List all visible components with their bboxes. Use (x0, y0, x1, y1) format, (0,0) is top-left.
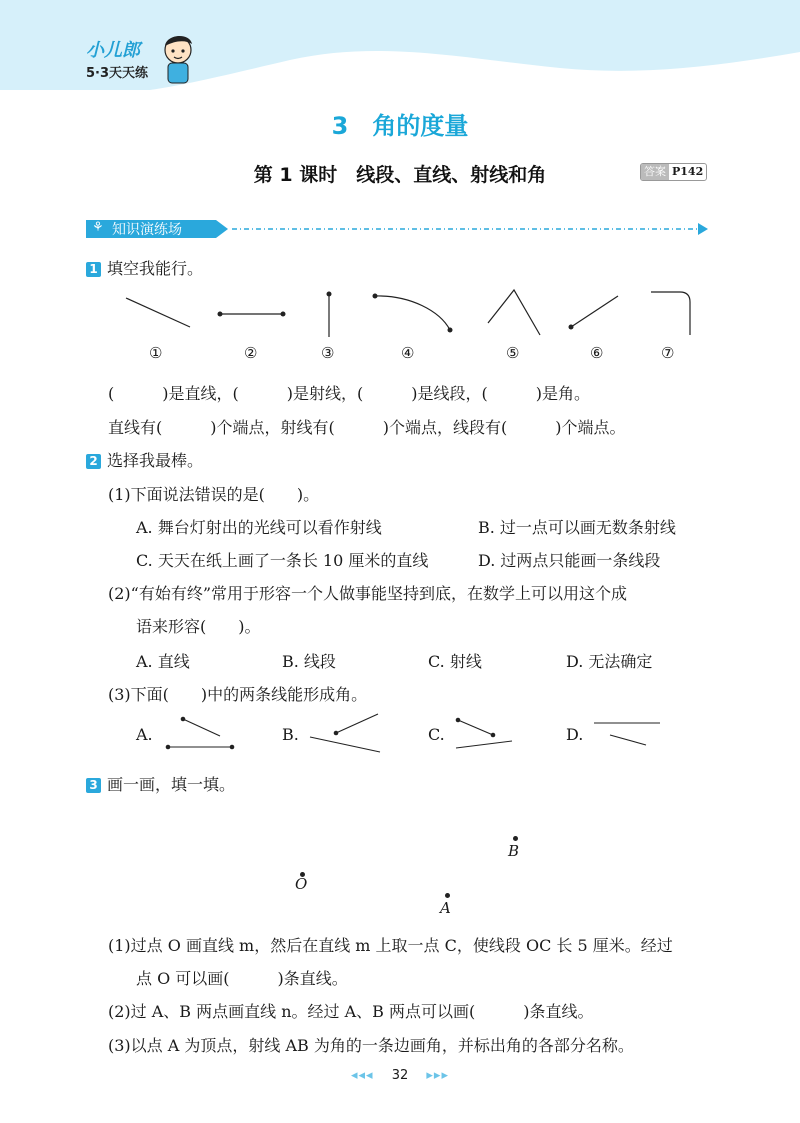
figure-label-1: ① (149, 344, 163, 362)
q2-part1-option-a: A. 舞台灯射出的光线可以看作射线 (136, 518, 382, 537)
q3-heading (86, 772, 235, 795)
mascot-icon (158, 32, 198, 88)
q1-title: 填空我能行。 (107, 259, 204, 278)
section-banner (86, 218, 710, 240)
q1-figure-2 (218, 312, 286, 317)
answer-reference[interactable] (640, 163, 707, 181)
prev-arrows-icon: ◂◂◂ (351, 1068, 374, 1083)
banner-icon: ⚘ (92, 220, 104, 235)
point-b-label: B (508, 842, 520, 860)
q2-part1-option-c: C. 天天在纸上画了一条长 10 厘米的直线 (136, 551, 429, 570)
figure-label-6: ⑥ (590, 344, 604, 362)
point-b-dot (513, 836, 518, 841)
q2-part1-option-d: D. 过两点只能画一条线段 (478, 551, 661, 570)
q2-part2-option-b: B. 线段 (282, 652, 336, 671)
logo-title: 小儿郎 (86, 40, 140, 61)
q1-figure-1 (126, 298, 190, 327)
q1-figure-7 (651, 292, 690, 335)
q2-part3-option-c-label: C. (428, 725, 445, 744)
q3-sub1-line-2: 点 O 可以画( )条直线。 (136, 969, 348, 988)
q1-figure-4 (373, 294, 453, 333)
q2-part2-line-2: 语来形容( )。 (136, 617, 261, 636)
q1-figure-labels (0, 344, 800, 364)
q1-figure-5 (488, 290, 540, 335)
logo-subtitle: 5·3天天练 (86, 66, 149, 81)
q2-part3-option-b-label: B. (282, 725, 299, 744)
answer-label: 答案 (641, 164, 669, 180)
chapter-title: 3 角的度量 (331, 112, 469, 140)
logo (86, 36, 206, 96)
lesson-title: 第 1 课时 线段、直线、射线和角 (253, 164, 547, 186)
figure-label-4: ④ (401, 344, 415, 362)
q3-sub1-line-1: (1)过点 O 画直线 m，然后在直线 m 上取一点 C，使线段 OC 长 5 厘米。经过 (108, 936, 673, 955)
point-b (506, 834, 526, 864)
q2-title: 选择我最棒。 (107, 451, 204, 470)
q2-part1: (1)下面说法错误的是( )。 (108, 485, 320, 504)
q3-sub2: (2)过 A、B 两点画直线 n。经过 A、B 两点可以画( )条直线。 (108, 1002, 594, 1021)
q2-figure-a (166, 717, 235, 750)
q3-number: 3 (86, 778, 101, 793)
section-banner-text: 知识演练场 (112, 222, 182, 238)
q1-figures (100, 285, 710, 345)
q2-part1-option-b: B. 过一点可以画无数条射线 (478, 518, 676, 537)
figure-label-3: ③ (321, 344, 335, 362)
q2-number: 2 (86, 454, 101, 469)
q2-part3-option-a-label: A. (136, 725, 153, 744)
q1-line-2: 直线有( )个端点，射线有( )个端点，线段有( )个端点。 (108, 418, 626, 437)
q1-figure-3 (327, 292, 332, 338)
next-arrows-icon: ▸▸▸ (426, 1068, 449, 1083)
page-footer (0, 1068, 800, 1083)
q2-part3: (3)下面( )中的两条线能形成角。 (108, 685, 368, 704)
q1-line-1: ( )是直线，( )是射线，( )是线段，( )是角。 (108, 384, 590, 403)
q2-part2-option-d: D. 无法确定 (566, 652, 653, 671)
q2-part2-option-a: A. 直线 (136, 652, 190, 671)
point-o-label: O (295, 875, 308, 893)
q2-part2-line-1: (2)“有始有终”常用于形容一个人做事能坚持到底，在数学上可以用这个成 (108, 584, 628, 603)
q3-sub3: (3)以点 A 为顶点，射线 AB 为角的一条边画角，并标出角的各部分名称。 (108, 1036, 634, 1055)
q2-heading (86, 448, 203, 471)
q2-figure-b (310, 714, 380, 752)
point-o (294, 866, 314, 896)
q2-part3-figures (150, 712, 670, 757)
q2-part2-option-c: C. 射线 (428, 652, 482, 671)
q2-figure-d (594, 723, 660, 745)
figure-label-2: ② (244, 344, 258, 362)
figure-label-5: ⑤ (506, 344, 520, 362)
q2-figure-c (456, 718, 512, 748)
answer-page: P142 (672, 165, 704, 178)
point-a-label: A (440, 899, 451, 917)
q1-heading (86, 256, 203, 279)
page-number: 32 (391, 1068, 409, 1083)
point-a (438, 890, 458, 920)
q1-figure-6 (569, 296, 619, 330)
q2-part3-option-d-label: D. (566, 725, 584, 744)
figure-label-7: ⑦ (661, 344, 675, 362)
q3-title: 画一画，填一填。 (107, 775, 236, 794)
q1-number: 1 (86, 262, 101, 277)
point-a-dot (445, 893, 450, 898)
